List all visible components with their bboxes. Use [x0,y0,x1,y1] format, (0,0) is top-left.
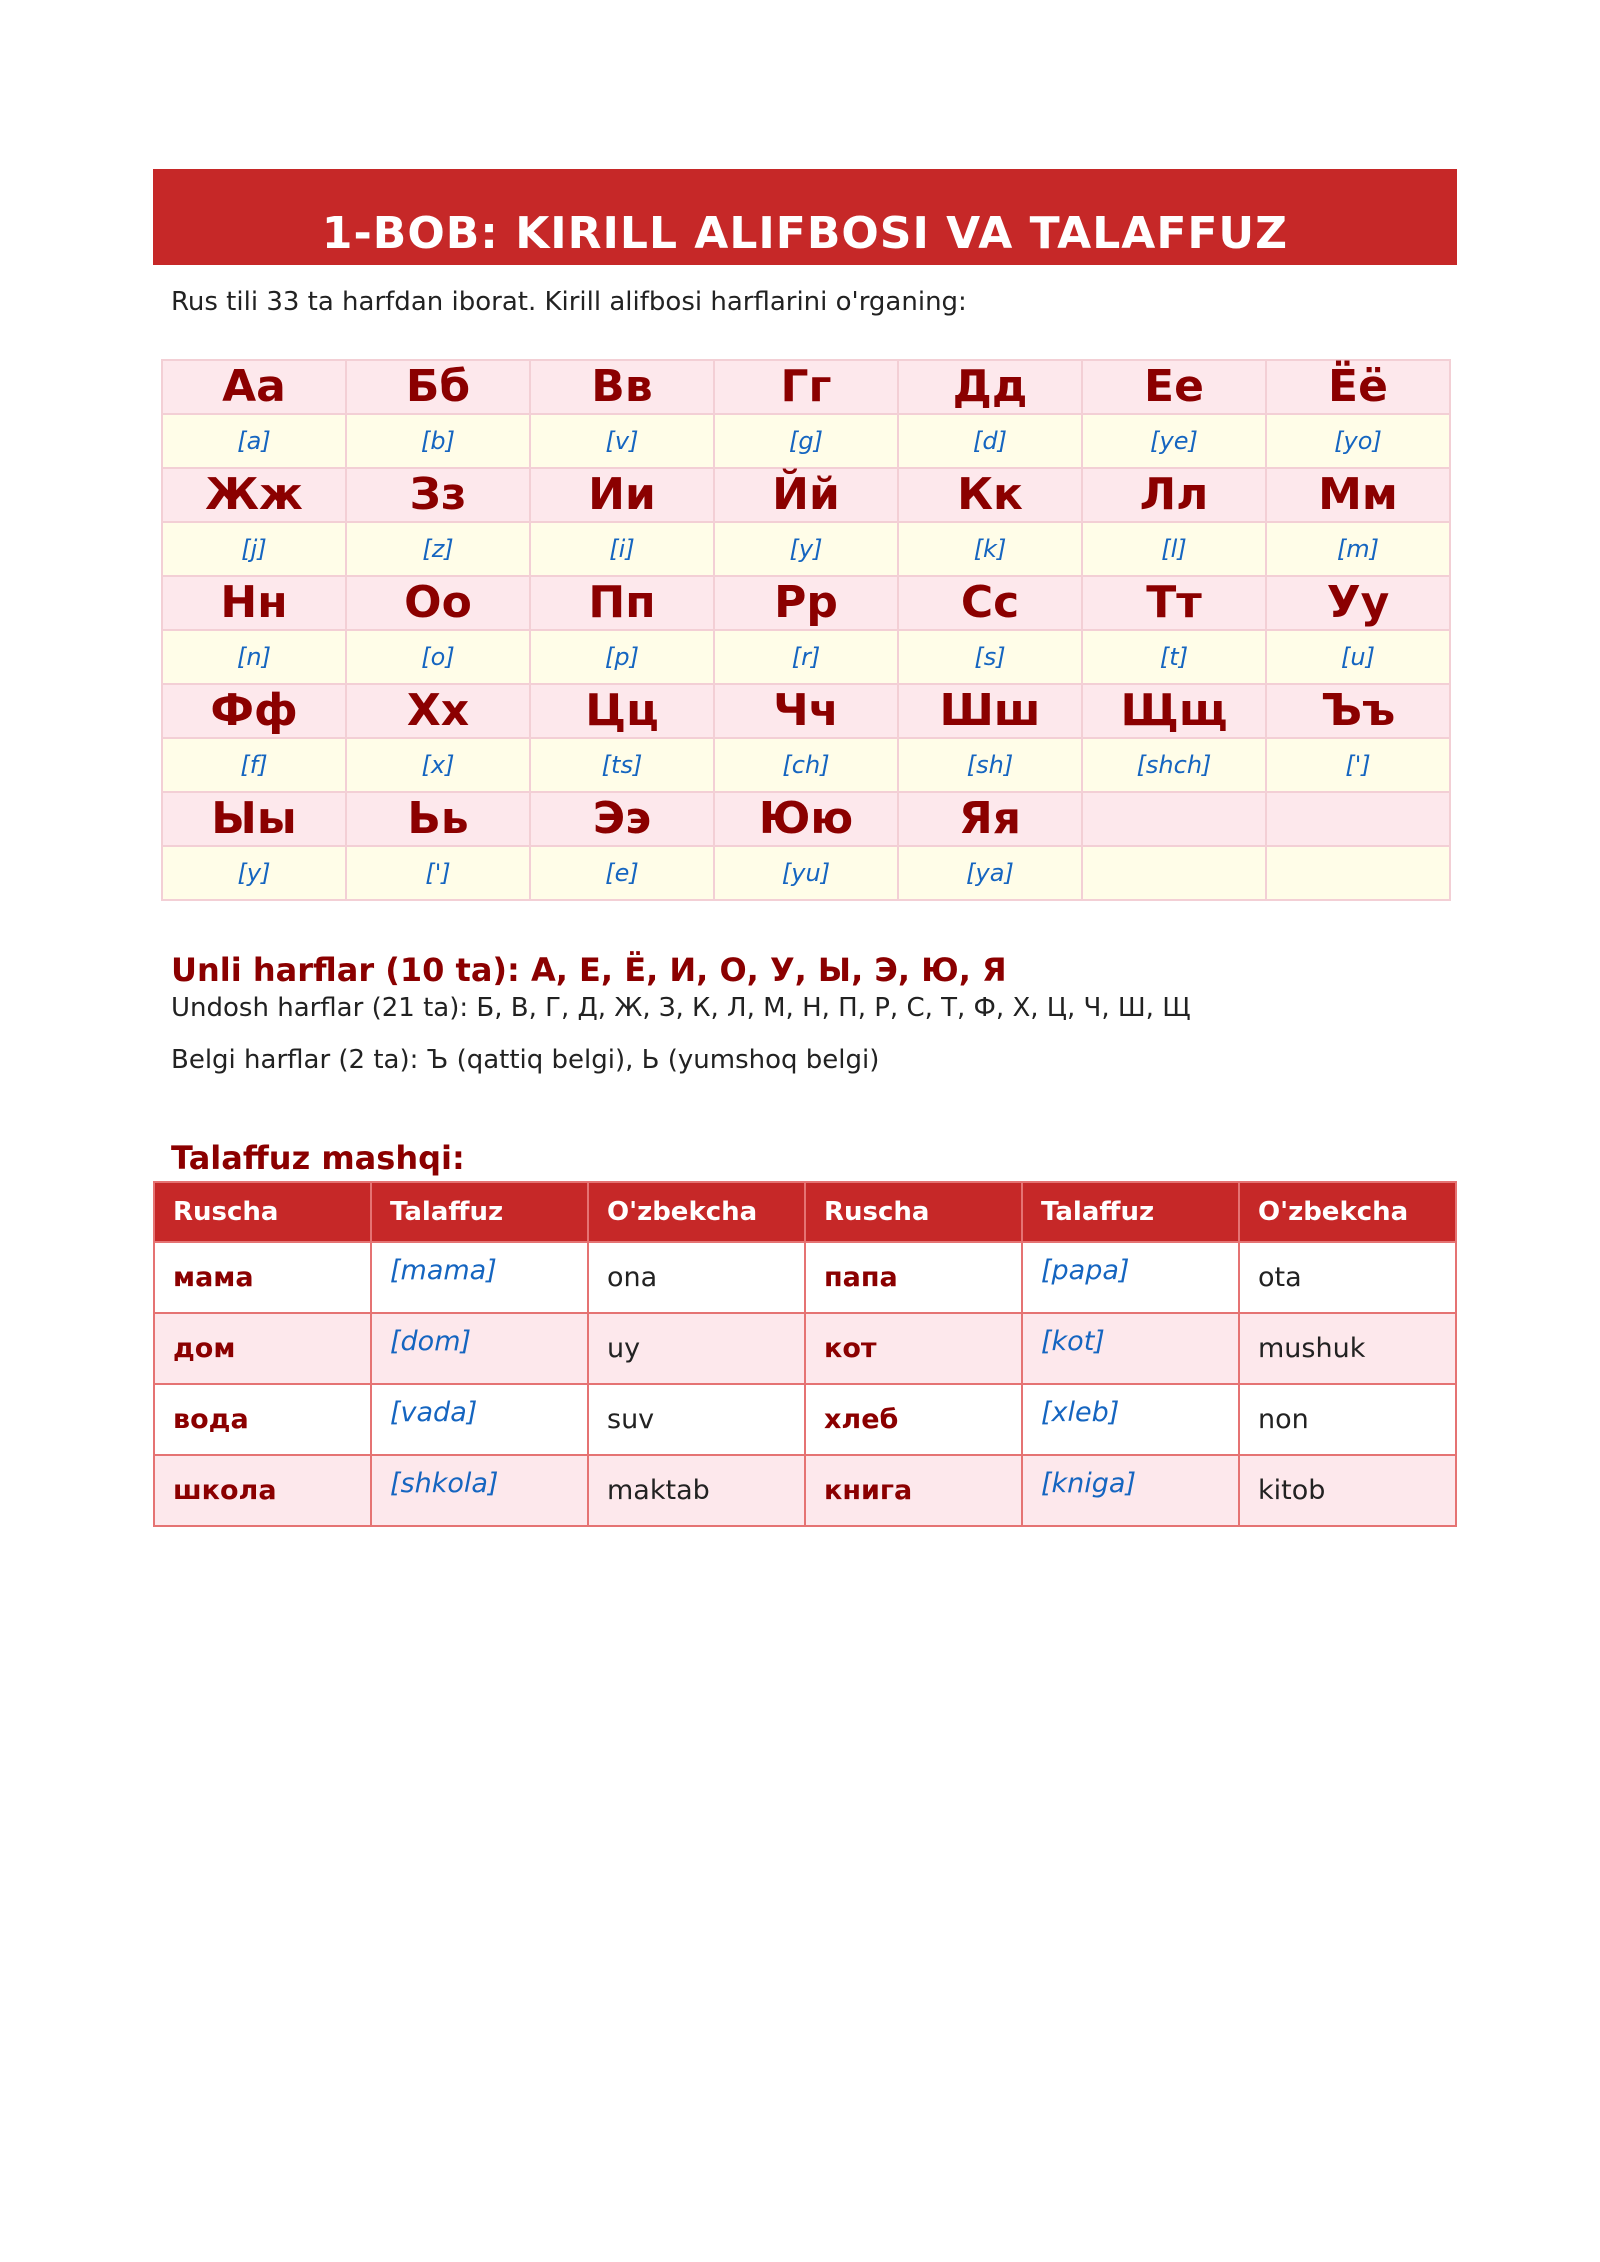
translit-cell [346,738,530,792]
letter-cell: Зз [346,468,530,522]
letter-cell: Тт [1082,576,1266,630]
letter-row [162,360,1450,414]
translit-text: [s] [974,643,1006,671]
letter-cell: Юю [714,792,898,846]
uzbek-word: non [1239,1384,1456,1455]
translit-text: [f] [240,751,268,779]
translit-cell [346,414,530,468]
translit-text: [shch] [1136,751,1212,779]
translit-text: [y] [237,859,271,887]
translit-cell [1082,630,1266,684]
letter-row [162,792,1450,846]
column-header: Ruscha [154,1182,371,1242]
translit-cell [1082,738,1266,792]
letter-cell: Ыы [162,792,346,846]
translit-text: [r] [791,643,821,671]
practice-table [153,1181,1457,1527]
translit-cell [1266,846,1450,900]
translit-cell [1082,414,1266,468]
letter-cell: Гг [714,360,898,414]
uzbek-word: ota [1239,1242,1456,1313]
russian-word: школа [154,1455,371,1526]
column-header: Talaffuz [371,1182,588,1242]
translit-cell [1266,522,1450,576]
translit-text: [b] [421,427,455,455]
pronunciation: [mama] [371,1242,588,1313]
translit-text: [z] [422,535,454,563]
letter-cell: Яя [898,792,1082,846]
translit-cell [530,630,714,684]
consonants-text: Undosh harflar (21 ta): Б, В, Г, Д, Ж, З, К, Л, М, Н, П, Р, С, Т, Ф, Х, Ц, Ч, Ш, Щ [171,993,1191,1023]
practice-header-row [154,1182,1456,1242]
translit-text: [u] [1341,643,1375,671]
translit-cell [346,846,530,900]
translit-cell [1266,630,1450,684]
translit-text: [o] [421,643,455,671]
translit-cell [714,414,898,468]
letter-cell: Вв [530,360,714,414]
translit-text: [t] [1159,643,1189,671]
letter-cell: Сс [898,576,1082,630]
translit-text: [d] [973,427,1007,455]
letter-cell: Ээ [530,792,714,846]
translit-text: [x] [421,751,455,779]
letter-cell: Фф [162,684,346,738]
letter-cell [1266,792,1450,846]
letter-cell: Бб [346,360,530,414]
translit-cell [1082,522,1266,576]
translit-row [162,630,1450,684]
table-row [154,1313,1456,1384]
translit-cell [714,738,898,792]
translit-cell [346,630,530,684]
practice-title: Talaffuz mashqi: [171,1139,465,1177]
translit-cell [346,522,530,576]
letter-cell: Ии [530,468,714,522]
translit-cell [1266,738,1450,792]
translit-cell [162,738,346,792]
translit-row [162,414,1450,468]
translit-cell [1082,846,1266,900]
translit-cell [530,738,714,792]
table-row [154,1384,1456,1455]
pronunciation: [vada] [371,1384,588,1455]
letter-cell: Рр [714,576,898,630]
translit-cell [898,846,1082,900]
page [153,169,1457,1527]
table-row [154,1242,1456,1313]
translit-cell [530,414,714,468]
letter-cell: Жж [162,468,346,522]
translit-text: [yu] [781,859,831,887]
translit-cell [714,846,898,900]
translit-cell [714,522,898,576]
column-header: Ruscha [805,1182,1022,1242]
alphabet-table [161,359,1451,901]
uzbek-word: maktab [588,1455,805,1526]
russian-word: книга [805,1455,1022,1526]
translit-text: [ya] [966,859,1014,887]
letter-cell: Дд [898,360,1082,414]
russian-word: мама [154,1242,371,1313]
table-row [154,1455,1456,1526]
letter-row [162,684,1450,738]
letter-cell: Хх [346,684,530,738]
translit-text: [ch] [782,751,830,779]
translit-text: [m] [1336,535,1380,563]
translit-row [162,738,1450,792]
translit-text: [ye] [1150,427,1198,455]
translit-cell [162,846,346,900]
translit-text: [y] [789,535,823,563]
letter-row [162,576,1450,630]
russian-word: дом [154,1313,371,1384]
translit-text: [a] [237,427,271,455]
column-header: O'zbekcha [1239,1182,1456,1242]
letter-cell: Оо [346,576,530,630]
translit-cell [162,522,346,576]
russian-word: хлеб [805,1384,1022,1455]
translit-text: [ts] [601,751,643,779]
letter-cell: Ъъ [1266,684,1450,738]
translit-row [162,522,1450,576]
translit-cell [714,630,898,684]
vowels-heading: Unli harflar (10 ta): А, Е, Ё, И, О, У, Ы, Э, Ю, Я [171,951,1007,989]
russian-word: вода [154,1384,371,1455]
translit-cell [898,414,1082,468]
letter-cell: Аа [162,360,346,414]
letter-cell: Щщ [1082,684,1266,738]
translit-text: [i] [609,535,635,563]
letter-cell: Ёё [1266,360,1450,414]
signs-text: Belgi harflar (2 ta): Ъ (qattiq belgi), Ь (yumshoq belgi) [171,1045,880,1075]
pronunciation: [kniga] [1022,1455,1239,1526]
pronunciation: [xleb] [1022,1384,1239,1455]
translit-text: ['] [1345,751,1371,779]
letter-cell: Ьь [346,792,530,846]
translit-text: [n] [237,643,271,671]
translit-cell [898,522,1082,576]
letter-cell: Лл [1082,468,1266,522]
pronunciation: [kot] [1022,1313,1239,1384]
letter-cell: Ее [1082,360,1266,414]
translit-text: [p] [605,643,639,671]
uzbek-word: uy [588,1313,805,1384]
translit-text: [k] [973,535,1007,563]
translit-cell [162,630,346,684]
translit-text: [v] [605,427,639,455]
translit-cell [898,630,1082,684]
translit-cell [898,738,1082,792]
letter-cell: Чч [714,684,898,738]
russian-word: папа [805,1242,1022,1313]
translit-cell [530,846,714,900]
column-header: O'zbekcha [588,1182,805,1242]
translit-text: [e] [605,859,639,887]
letter-cell: Шш [898,684,1082,738]
pronunciation: [dom] [371,1313,588,1384]
translit-text: [sh] [966,751,1014,779]
translit-text: ['] [425,859,451,887]
letter-cell: Уу [1266,576,1450,630]
translit-row [162,846,1450,900]
letter-cell: Пп [530,576,714,630]
uzbek-word: suv [588,1384,805,1455]
letter-cell [1082,792,1266,846]
intro-text: Rus tili 33 ta harfdan iborat. Kirill alifbosi harflarini o'rganing: [171,287,967,317]
russian-word: кот [805,1313,1022,1384]
letter-cell: Йй [714,468,898,522]
translit-cell [530,522,714,576]
uzbek-word: mushuk [1239,1313,1456,1384]
letter-cell: Цц [530,684,714,738]
pronunciation: [papa] [1022,1242,1239,1313]
translit-cell [162,414,346,468]
chapter-title: 1-BOB: KIRILL ALIFBOSI VA TALAFFUZ [153,169,1457,265]
translit-text: [yo] [1334,427,1382,455]
pronunciation: [shkola] [371,1455,588,1526]
letter-cell: Кк [898,468,1082,522]
translit-text: [l] [1161,535,1187,563]
column-header: Talaffuz [1022,1182,1239,1242]
uzbek-word: kitob [1239,1455,1456,1526]
translit-cell [1266,414,1450,468]
letter-cell: Нн [162,576,346,630]
letter-cell: Мм [1266,468,1450,522]
uzbek-word: ona [588,1242,805,1313]
translit-text: [g] [789,427,823,455]
translit-text: [j] [241,535,267,563]
letter-row [162,468,1450,522]
